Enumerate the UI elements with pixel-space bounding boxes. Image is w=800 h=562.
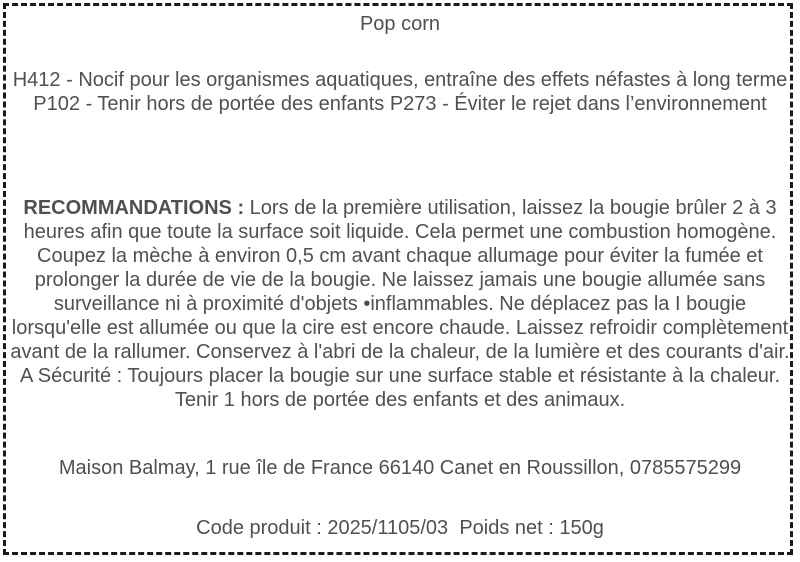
recommendations-text: Lors de la première utilisation, laissez la bougie brûler 2 à 3 heures afin que toute la surface soit liquide. Cela permet une combustion homogène. Coupez la mèche à environ 0,5 cm avant chaque allumage pour éviter la fumée et prolonger la durée de vie de la bougie. Ne laissez jamais une bougie allumée sans surveillance ni à proximité d'objets •inflammables. Ne déplacez pas la I bougie lorsqu'elle est allumée ou que la cire est encore chaude. Laissez refroidir complètement avant de la rallumer. Conservez à l'abri de la chaleur, de la lumière et des courants d'air. A Sécurité : Toujours placer la bougie sur une surface stable et résistante à la chaleur. Tenir 1 hors de portée des enfants et des animaux. <box>10 197 790 411</box>
precaution-statements: P102 - Tenir hors de portée des enfants P273 - Éviter le rejet dans l’environnement <box>33 93 767 115</box>
recommendations-heading: RECOMMANDATIONS : <box>23 197 250 219</box>
hazard-statements <box>0 68 800 116</box>
net-weight: Poids net : 150g <box>459 517 604 539</box>
product-info <box>0 516 800 540</box>
manufacturer-address: Maison Balmay, 1 rue île de France 66140 Canet en Roussillon, 0785575299 <box>58 457 742 479</box>
product-title: Pop corn <box>359 13 441 35</box>
product-code: Code produit : 2025/1105/03 <box>196 517 449 539</box>
recommendations <box>8 196 792 412</box>
hazard-h412: H412 - Nocif pour les organismes aquatiques, entraîne des effets néfastes à long terme <box>12 69 788 91</box>
